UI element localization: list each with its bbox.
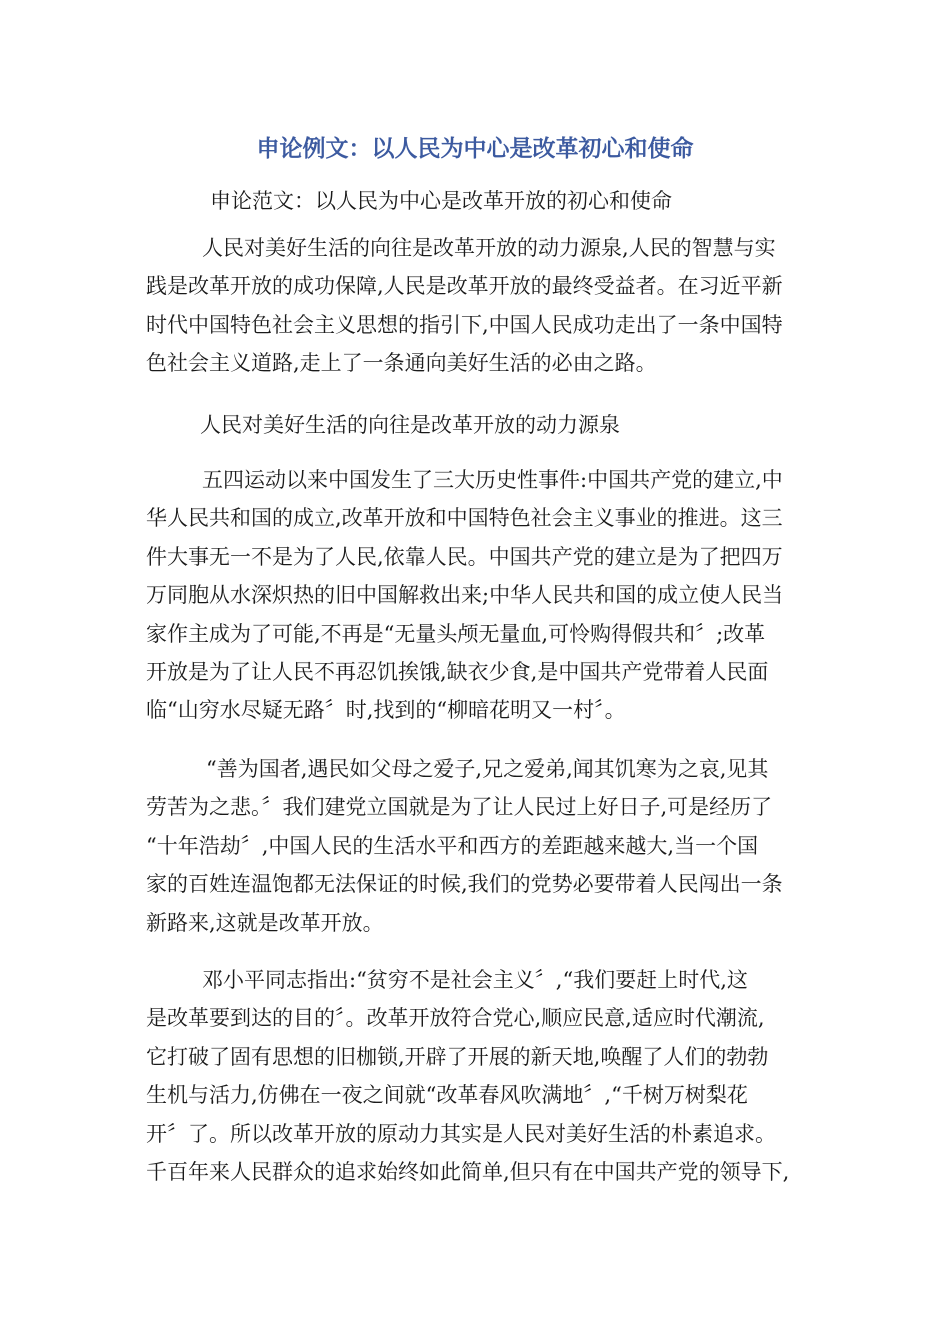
paragraph-line: 千百年来人民群众的追求始终如此简单,但只有在中国共产党的领导下, [146, 1159, 790, 1184]
paragraph-line: “十年浩劫〞,中国人民的生活水平和西方的差距越来越大,当一个国 [146, 833, 759, 858]
paragraph-line: 时代中国特色社会主义思想的指引下,中国人民成功走出了一条中国特 [146, 312, 783, 337]
paragraph-line: “善为国者,遇民如父母之爱子,兄之爱弟,闻其饥寒为之哀,见其 [206, 757, 769, 781]
paragraph-line: 新路来,这就是改革开放。 [146, 910, 384, 935]
paragraph-line: 生机与活力,仿佛在一夜之间就“改革春风吹满地〞,“千树万树梨花 [146, 1083, 748, 1108]
paragraph-line: 开放是为了让人民不再忍饥挨饿,缺衣少食,是中国共产党带着人民面 [146, 659, 769, 684]
document-title: 申论例文：以人民为中心是改革初心和使命 [256, 136, 694, 162]
paragraph-line: 家作主成为了可能,不再是“无量头颅无量血,可怜购得假共和〞;改革 [146, 621, 766, 646]
paragraph-line: 五四运动以来中国发生了三大历史性事件:中国共产党的建立,中 [202, 468, 783, 492]
paragraph-line: 践是改革开放的成功保障,人民是改革开放的最终受益者。在习近平新 [146, 274, 783, 299]
document-subtitle: 申论范文：以人民为中心是改革开放的初心和使命 [210, 189, 672, 213]
paragraph-2 [146, 461, 811, 730]
paragraph-4 [146, 961, 811, 1191]
paragraph-line: 临“山穷水尽疑无路〞时,找到的“柳暗花明又一村〞。 [146, 698, 626, 723]
paragraph-line: 劳苦为之悲。〞我们建党立国就是为了让人民过上好日子,可是经历了 [146, 795, 773, 820]
paragraph-line: 件大事无一不是为了人民,依靠人民。中国共产党的建立是为了把四万 [146, 544, 783, 569]
section-heading: 人民对美好生活的向往是改革开放的动力源泉 [200, 413, 620, 437]
paragraph-3 [146, 750, 811, 942]
paragraph-line: 人民对美好生活的向往是改革开放的动力源泉,人民的智慧与实 [202, 236, 776, 260]
paragraph-line: 万同胞从水深炽热的旧中国解救出来;中华人民共和国的成立使人民当 [146, 583, 784, 608]
paragraph-1 [146, 229, 811, 383]
paragraph-line: 华人民共和国的成立,改革开放和中国特色社会主义事业的推进。这三 [146, 506, 783, 531]
paragraph-line: 色社会主义道路,走上了一条通向美好生活的必由之路。 [146, 351, 657, 376]
paragraph-line: 它打破了固有思想的旧枷锁,开辟了开展的新天地,唤醒了人们的勃勃 [146, 1044, 769, 1069]
paragraph-line: 家的百姓连温饱都无法保证的时候,我们的党势必要带着人民闯出一条 [146, 872, 783, 897]
paragraph-line: 是改革要到达的目的〞。改革开放符合党心,顺应民意,适应时代潮流, [146, 1006, 765, 1031]
paragraph-line: 开〞了。所以改革开放的原动力其实是人民对美好生活的朴素追求。 [146, 1121, 776, 1146]
paragraph-line: 邓小平同志指出:“贫穷不是社会主义〞,“我们要赶上时代,这 [202, 968, 748, 992]
